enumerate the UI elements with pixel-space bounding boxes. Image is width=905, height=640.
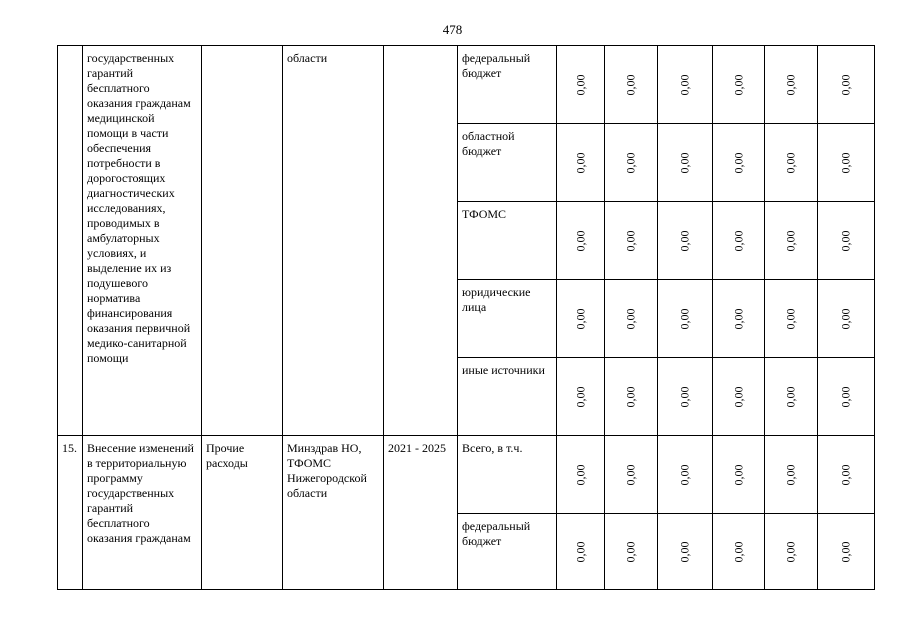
value-cell: 0,00 [658,436,713,514]
row-number-cell: 15. [58,436,83,590]
value-cell: 0,00 [765,436,818,514]
value-cell: 0,00 [605,514,658,590]
value-cell: 0,00 [605,280,658,358]
expense-type-cell: Прочие расходы [202,436,283,590]
value-cell: 0,00 [818,202,875,280]
value-cell: 0,00 [713,358,765,436]
value-cell: 0,00 [765,46,818,124]
funding-source-cell: федеральный бюджет [458,46,557,124]
value-cell: 0,00 [658,124,713,202]
page-number: 478 [442,22,463,37]
value-cell: 0,00 [605,46,658,124]
financing-table [57,45,875,590]
value-cell: 0,00 [658,280,713,358]
value-cell: 0,00 [557,358,605,436]
value-cell: 0,00 [713,436,765,514]
row-number-cell [58,46,83,436]
executor-cell: Минздрав НО, ТФОМС Нижегородской области [283,436,384,590]
funding-source-cell: иные источники [458,358,557,436]
table-row [58,436,875,514]
value-cell: 0,00 [818,124,875,202]
executor-cell: области [283,46,384,436]
value-cell: 0,00 [818,280,875,358]
value-cell: 0,00 [557,514,605,590]
value-cell: 0,00 [713,202,765,280]
value-cell: 0,00 [713,514,765,590]
value-cell: 0,00 [713,124,765,202]
value-cell: 0,00 [765,124,818,202]
value-cell: 0,00 [818,358,875,436]
value-cell: 0,00 [557,124,605,202]
period-cell: 2021 - 2025 [384,436,458,590]
funding-source-cell: областной бюджет [458,124,557,202]
measure-name-cell: государственных гарантий бесплатного оказания гражданам медицинской помощи в части обеспечения потребности в дорогостоящих диагностических исследованиях, проводимых в амбулаторных условиях, и выделение их из подушевого норматива финансирования оказания первичной медико-санитарной помощи [83,46,202,436]
value-cell: 0,00 [765,358,818,436]
value-cell: 0,00 [765,280,818,358]
value-cell: 0,00 [658,202,713,280]
funding-source-cell: юридические лица [458,280,557,358]
value-cell: 0,00 [557,46,605,124]
value-cell: 0,00 [818,514,875,590]
measure-name-cell: Внесение изменений в территориальную программу государственных гарантий бесплатного оказания гражданам [83,436,202,590]
value-cell: 0,00 [658,358,713,436]
value-cell: 0,00 [605,358,658,436]
value-cell: 0,00 [713,280,765,358]
value-cell: 0,00 [765,202,818,280]
value-cell: 0,00 [605,124,658,202]
value-cell: 0,00 [658,514,713,590]
value-cell: 0,00 [713,46,765,124]
funding-source-cell: Всего, в т.ч. [458,436,557,514]
value-cell: 0,00 [818,46,875,124]
value-cell: 0,00 [818,436,875,514]
period-cell [384,46,458,436]
table-row [58,46,875,124]
value-cell: 0,00 [557,202,605,280]
value-cell: 0,00 [605,202,658,280]
value-cell: 0,00 [557,436,605,514]
value-cell: 0,00 [765,514,818,590]
funding-source-cell: федеральный бюджет [458,514,557,590]
value-cell: 0,00 [557,280,605,358]
value-cell: 0,00 [658,46,713,124]
value-cell: 0,00 [605,436,658,514]
funding-source-cell: ТФОМС [458,202,557,280]
expense-type-cell [202,46,283,436]
